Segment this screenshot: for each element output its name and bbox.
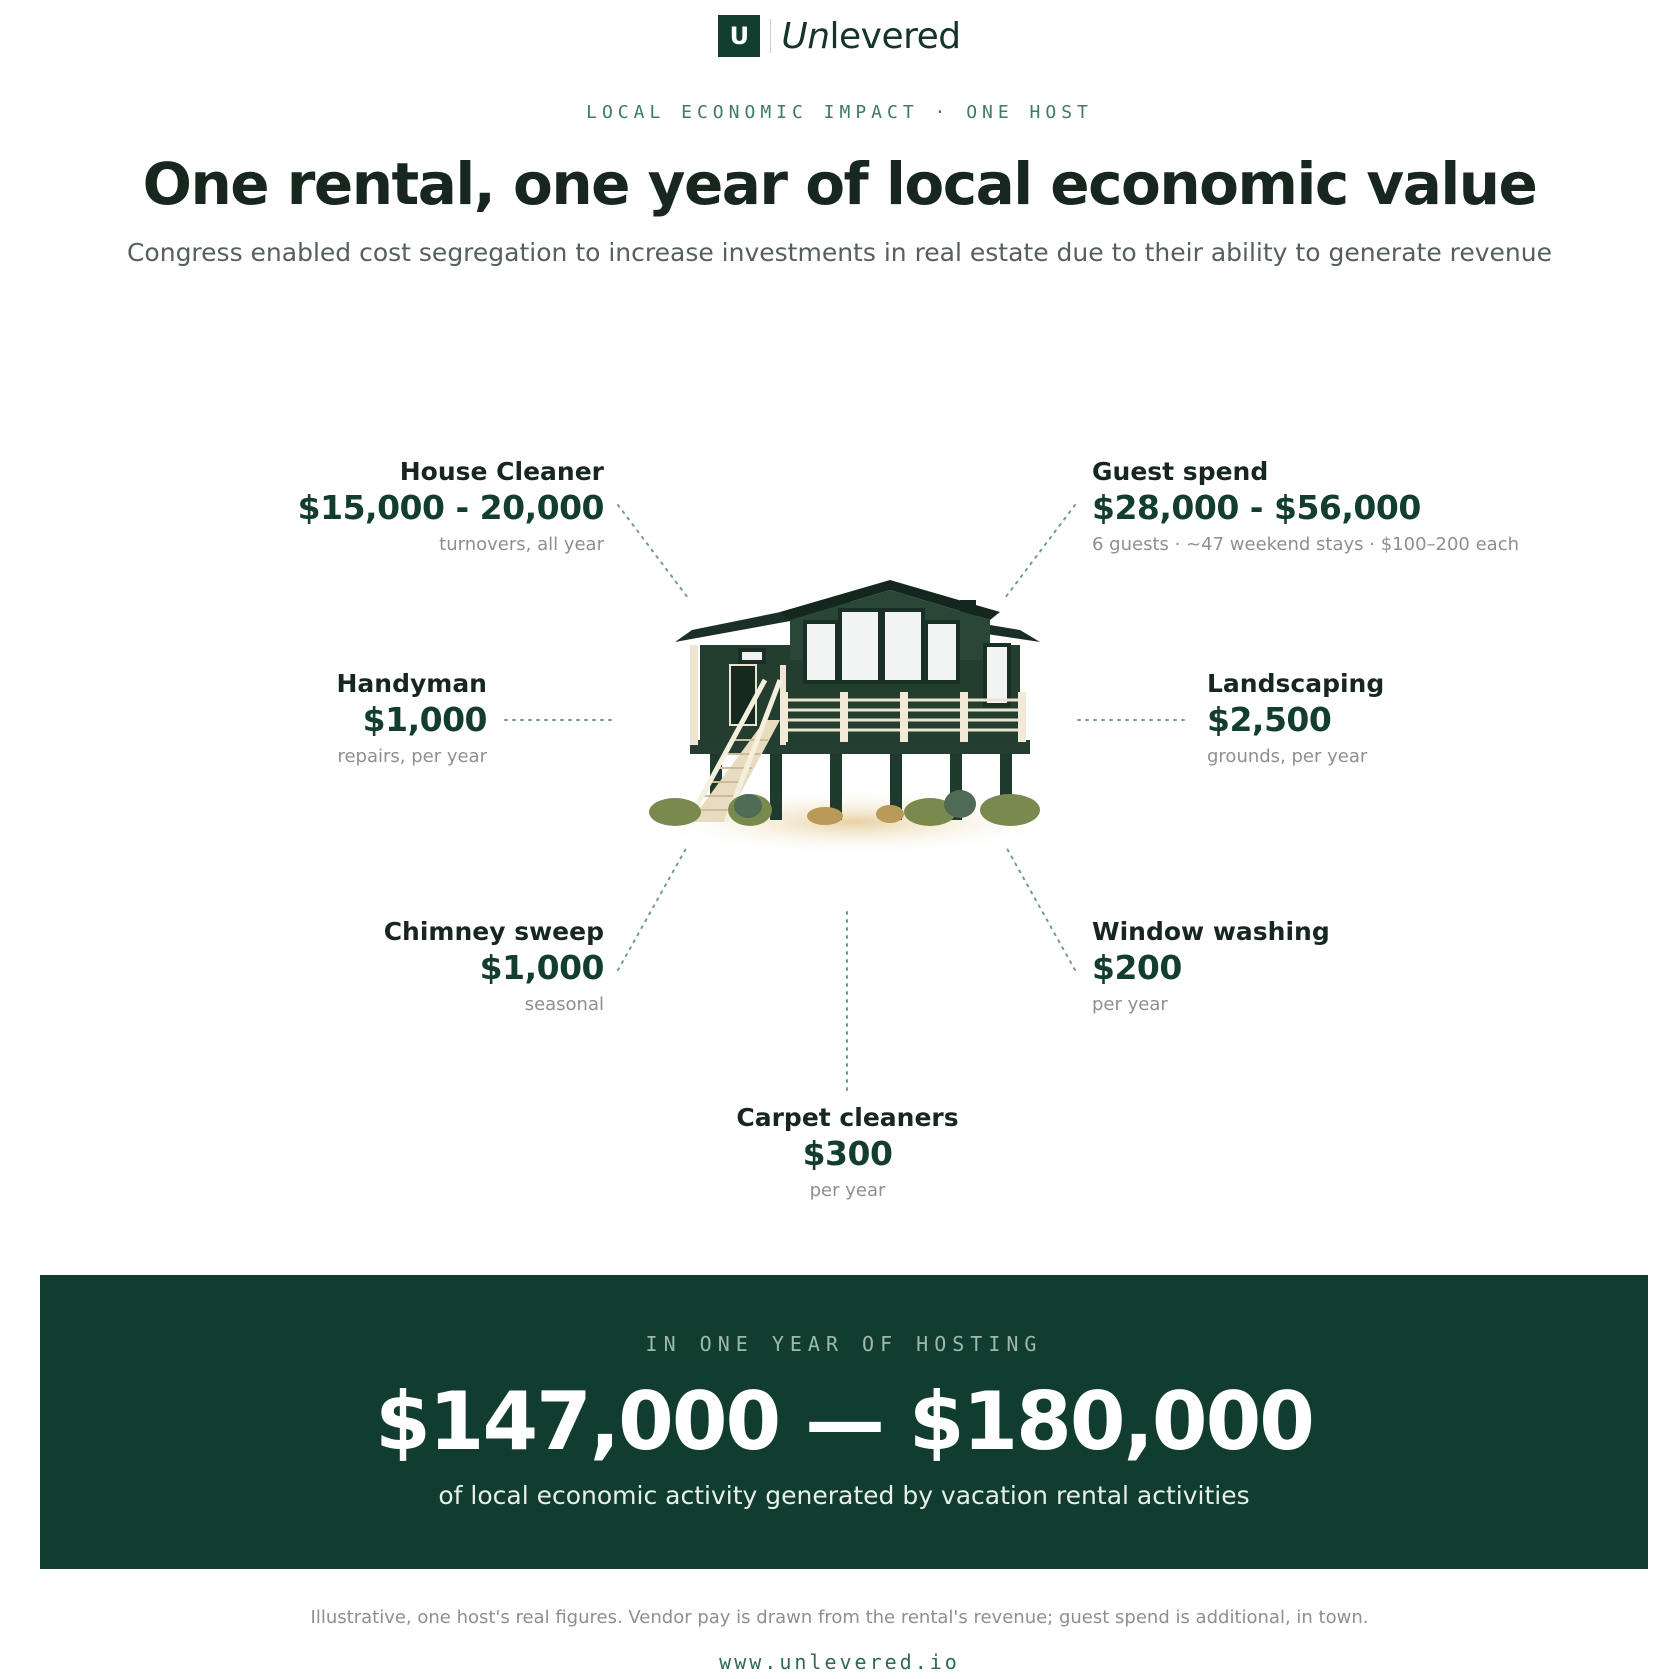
banner-eyebrow: IN ONE YEAR OF HOSTING: [645, 1332, 1043, 1356]
item-amount: $15,000 - 20,000: [297, 488, 604, 527]
item-amount: $2,500: [1207, 700, 1332, 739]
item-label: House Cleaner: [399, 457, 604, 486]
website-link[interactable]: www.unlevered.io: [719, 1650, 960, 1674]
item-note: turnovers, all year: [439, 534, 604, 555]
page-title: One rental, one year of local economic value: [142, 150, 1537, 218]
item-note: seasonal: [524, 994, 604, 1015]
item-guest-spend: [1092, 456, 1519, 562]
logo-mark: U: [718, 15, 760, 57]
item-note: per year: [809, 1180, 886, 1201]
item-label: Guest spend: [1092, 457, 1269, 486]
banner-description: of local economic activity generated by vacation rental activities: [438, 1481, 1250, 1510]
item-label: Handyman: [336, 669, 487, 698]
item-amount: $1,000: [362, 700, 487, 739]
item-amount: $300: [802, 1134, 893, 1173]
item-chimney-sweep: [384, 916, 604, 1022]
summary-banner: [40, 1275, 1648, 1569]
item-handyman: [336, 668, 487, 774]
item-note: 6 guests · ~47 weekend stays · $100–200 each: [1092, 534, 1520, 555]
item-label: Window washing: [1092, 917, 1330, 946]
item-house-cleaner: [298, 456, 604, 562]
item-landscaping: [1207, 668, 1384, 774]
footnote: Illustrative, one host's real figures. Vendor pay is drawn from the rental's revenue; guest spend is additional, in town.: [310, 1607, 1369, 1628]
item-note: per year: [1092, 994, 1168, 1015]
item-note: grounds, per year: [1207, 746, 1368, 767]
item-window-washing: [1092, 916, 1330, 1022]
item-carpet-cleaners: [640, 1102, 1055, 1208]
rental-house-illustration: [630, 560, 1070, 880]
page-subtitle: Congress enabled cost segregation to increase investments in real estate due to their ability to generate revenue: [126, 238, 1553, 267]
banner-total: $147,000 — $180,000: [375, 1375, 1313, 1468]
item-amount: $1,000: [479, 948, 604, 987]
item-label: Chimney sweep: [383, 917, 604, 946]
item-amount: $200: [1092, 948, 1182, 987]
item-label: Carpet cleaners: [736, 1103, 959, 1132]
logo-wordmark-italic: Un: [781, 15, 830, 57]
eyebrow: LOCAL ECONOMIC IMPACT · ONE HOST: [586, 102, 1093, 123]
logo-wordmark-rest: levered: [829, 15, 961, 57]
item-note: repairs, per year: [337, 746, 487, 767]
item-amount: $28,000 - $56,000: [1092, 488, 1421, 527]
item-label: Landscaping: [1207, 669, 1385, 698]
